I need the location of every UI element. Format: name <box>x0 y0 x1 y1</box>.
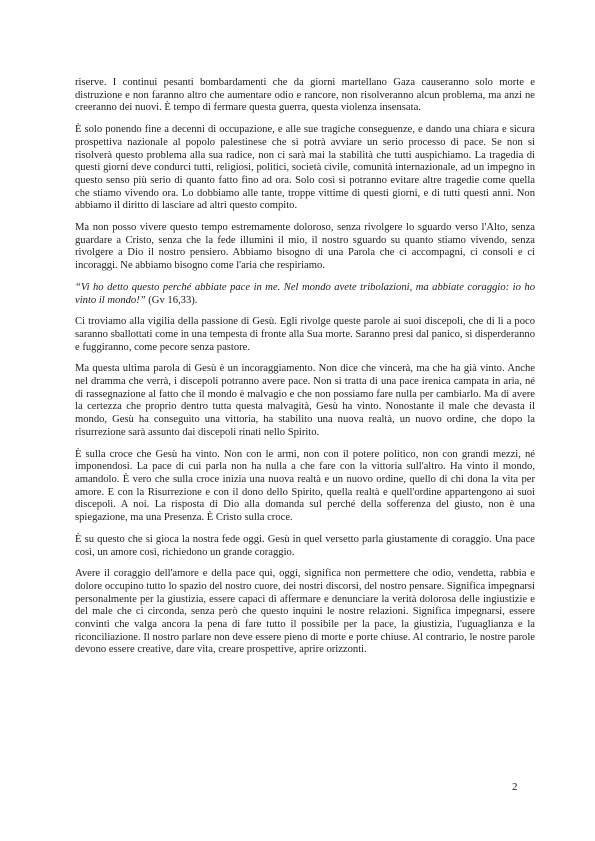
body-text <box>75 77 535 666</box>
quote-text: “Vi ho detto questo perché abbiate pace in me. Nel mondo avete tribolazioni, ma abbiate coraggio: io ho vinto il mondo!” <box>75 281 535 306</box>
paragraph-3: Ma non posso vivere questo tempo estremamente doloroso, senza rivolgere lo sguardo verso l'Alto, senza guardare a Cristo, senza che la fede illumini il mio, il nostro sguardo su quanto stiamo vivendo, senza rivolgere a Dio il nostro pensiero. Abbiamo bisogno di una Parola che ci accompagni, ci consoli e ci incoraggi. Ne abbiamo bisogno come l'aria che respiriamo. <box>75 222 535 272</box>
paragraph-8: Avere il coraggio dell'amore e della pace qui, oggi, significa non permettere che odio, vendetta, rabbia e dolore occupino tutto lo spazio del nostro cuore, dei nostri discorsi, del nostro pensare. Significa impegnarsi personalmente per la giustizia, essere capaci di affermare e denunciare la verità dolorosa delle ingiustizie e del male che ci circonda, senza però che questo inquini le nostre relazioni. Significa impegnarsi, essere convinti che valga ancora la pena di fare tutto il possibile per la pace, la giustizia, l'uguaglianza e la riconciliazione. Il nostro parlare non deve essere pieno di morte e porte chiuse. Al contrario, le nostre parole devono essere creative, dare vita, creare prospettive, aprire orizzonti. <box>75 568 535 656</box>
paragraph-6: È sulla croce che Gesù ha vinto. Non con le armi, non con il potere politico, non con grandi mezzi, né imponendosi. La pace di cui parla non ha nulla a che fare con la vittoria sull'altro. Ha vinto il mondo, amandolo. È vero che sulla croce inizia una nuova realtà e un nuovo ordine, quello di chi dona la vita per amore. E con la Risurrezione e con il dono dello Spirito, quella realtà e quell'ordine appartengono ai suoi discepoli. A noi. La risposta di Dio alla domanda sul perché della sofferenza del giusto, non è una spiegazione, ma una Presenza. È Cristo sulla croce. <box>75 448 535 524</box>
quote-reference: (Gv 16,33). <box>148 294 198 306</box>
paragraph-2: È solo ponendo fine a decenni di occupazione, e alle sue tragiche conseguenze, e dando una chiara e sicura prospettiva nazionale al popolo palestinese che si potrà avviare un serio processo di pace. Se non si risolverà questo problema alla sua radice, non ci sarà mai la stabilità che tutti auspichiamo. La tragedia di questi giorni deve condurci tutti, religiosi, politici, società civile, comunità internazionale, ad un impegno in questo senso più serio di quanto fatto fino ad ora. Solo così si potranno evitare altre tragedie come quella che stiamo vivendo ora. Lo dobbiamo alle tante, troppe vittime di questi giorni, e di tutti questi anni. Non abbiamo il diritto di lasciare ad altri questo compito. <box>75 124 535 212</box>
paragraph-5: Ma questa ultima parola di Gesù è un incoraggiamento. Non dice che vincerà, ma che ha già vinto. Anche nel dramma che verrà, i discepoli potranno avere pace. Non si tratta di una pace irenica campata in aria, né di rassegnazione al fatto che il mondo è malvagio e che non possiamo fare nulla per cambiarlo. Ma di avere la certezza che proprio dentro tutta questa malvagità, Gesù ha vinto. Nonostante il male che devasta il mondo, Gesù ha conseguito una vittoria, ha stabilito una nuova realtà, un nuovo ordine, che dopo la risurrezione sarà assunto dai discepoli rinati nello Spirito. <box>75 363 535 438</box>
paragraph-1: riserve. I continui pesanti bombardamenti che da giorni martellano Gaza causeranno solo morte e distruzione e non faranno altro che aumentare odio e rancore, non risolveranno alcun problema, ma anzi ne creeranno dei nuovi. È tempo di fermare questa guerra, questa violenza insensata. <box>75 77 535 114</box>
paragraph-4: Ci troviamo alla vigilia della passione di Gesù. Egli rivolge queste parole ai suoi discepoli, che di lì a poco saranno sballottati come in una tempesta di fronte alla Sua morte. Saranno presi dal panico, si disperderanno e fuggiranno, come pecore senza pastore. <box>75 316 535 353</box>
page-number: 2 <box>512 781 518 793</box>
scripture-quote <box>75 282 535 307</box>
paragraph-7: È su questo che si gioca la nostra fede oggi. Gesù in quel versetto parla giustamente di coraggio. Una pace così, un amore così, richiedono un grande coraggio. <box>75 533 535 558</box>
